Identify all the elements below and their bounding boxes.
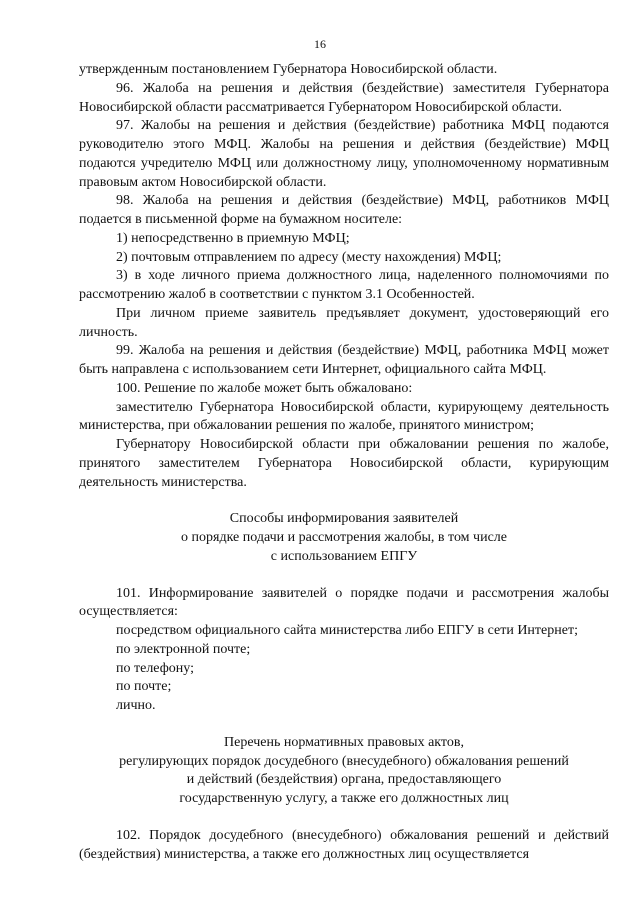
list-item: по почте;: [116, 679, 172, 695]
heading-line: Способы информирования заявителей: [229, 511, 459, 527]
paragraph-102: 102. Порядок досудебного (внесудебного) обжалования решений и действий (бездействия) министерства, а также его должностных лиц осуществляется: [79, 827, 609, 862]
list-item: по электронной почте;: [116, 641, 251, 657]
paragraph-98-personal: При личном приеме заявитель предъявляет документ, удостоверяющий его личность.: [79, 305, 609, 340]
heading-line: государственную услугу, а также его должностных лиц: [179, 791, 509, 806]
paragraph-intro: утвержденным постановлением Губернатора Новосибирской области.: [79, 62, 498, 77]
section-heading-informing: [79, 510, 609, 566]
paragraph-98-item-2: 2) почтовым отправлением по адресу (месту нахождения) МФЦ;: [116, 249, 502, 265]
paragraph-101: 101. Информирование заявителей о порядке подачи и рассмотрения жалобы осуществляется:: [79, 585, 609, 620]
paragraph-98-item-3: 3) в ходе личного приема должностного лица, наделенного полномочиями по рассмотрению жалоб в соответствии с пунктом 3.1 Особенностей.: [79, 268, 609, 302]
list-item: по телефону;: [116, 660, 194, 676]
paragraph-98: 98. Жалоба на решения и действия (бездействие) МФЦ, работников МФЦ подается в письменной форме на бумажном носителе:: [79, 193, 609, 227]
list-item: лично.: [116, 698, 156, 713]
heading-line: регулирующих порядок досудебного (внесудебного) обжалования решений: [119, 753, 569, 769]
paragraph-100: 100. Решение по жалобе может быть обжаловано:: [116, 380, 413, 396]
spacer: [79, 716, 609, 734]
paragraph-100-a: заместителю Губернатора Новосибирской области, курирующему деятельность министерства, при обжаловании решения по жалобе, принятого министром;: [79, 399, 609, 434]
document-body: [79, 61, 609, 864]
spacer: [79, 567, 609, 585]
spacer: [79, 492, 609, 510]
heading-line: и действий (бездействия) органа, предоставляющего: [186, 772, 502, 788]
paragraph-97: 97. Жалобы на решения и действия (бездействие) работника МФЦ подаются руководителю этого МФЦ. Жалобы на решения и действия (бездействие) МФЦ подаются учредителю МФЦ или должностному лицу, уполномоченному нормативным правовым актом Новосибирской области.: [79, 118, 609, 190]
heading-line: о порядке подачи и рассмотрения жалобы, в том числе: [181, 530, 507, 545]
paragraph-96: 96. Жалоба на решения и действия (бездействие) заместителя Губернатора Новосибирской области рассматривается Губернатором Новосибирской области.: [79, 80, 609, 115]
list-item: посредством официального сайта министерства либо ЕПГУ в сети Интернет;: [116, 623, 578, 638]
spacer: [79, 809, 609, 827]
paragraph-99: 99. Жалоба на решения и действия (бездействие) МФЦ, работника МФЦ может быть направлена с использованием сети Интернет, официального сайта МФЦ.: [79, 343, 609, 377]
heading-line: с использованием ЕПГУ: [270, 548, 418, 564]
heading-line: Перечень нормативных правовых актов,: [224, 734, 464, 750]
section-heading-legal-acts: [79, 734, 609, 809]
paragraph-98-item-1: 1) непосредственно в приемную МФЦ;: [116, 230, 350, 246]
paragraph-100-b: Губернатору Новосибирской области при обжаловании решения по жалобе, принятого заместителем Губернатора Новосибирской области, курирующим деятельность министерства.: [79, 437, 609, 490]
page-number: 16: [314, 37, 326, 51]
